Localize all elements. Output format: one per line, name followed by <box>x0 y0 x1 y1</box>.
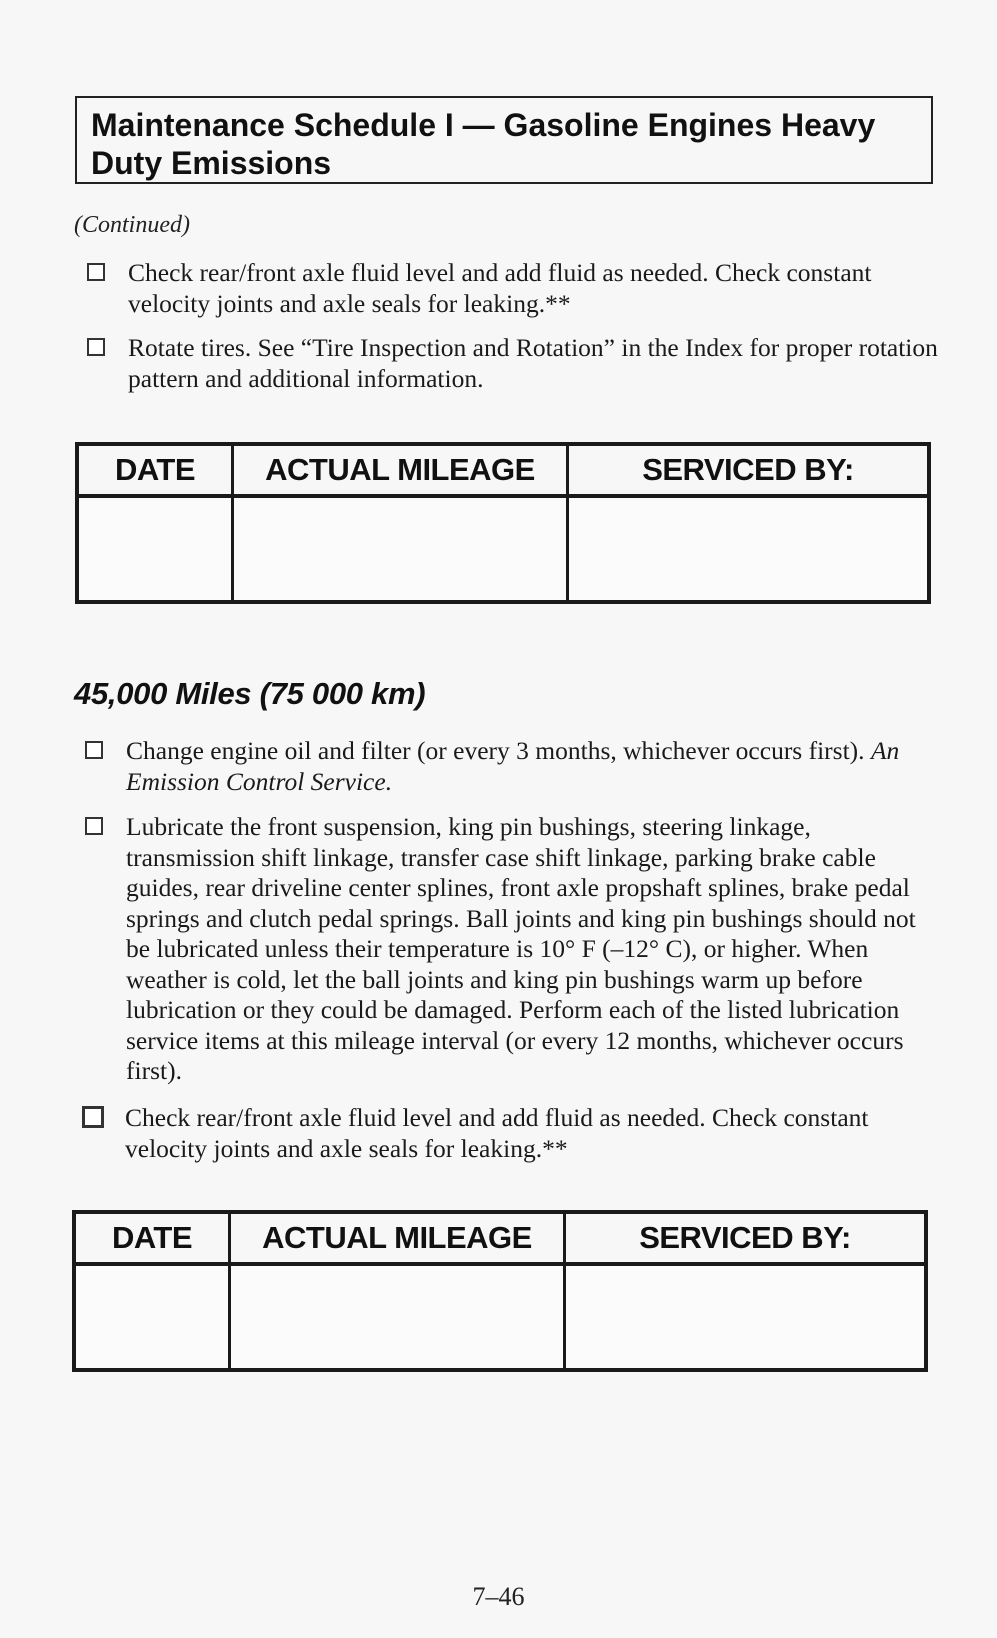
checklist-item <box>128 333 948 394</box>
checklist-item-text: Check rear/front axle fluid level and add fluid as needed. Check constant velocity joints and axle seals for leaking.** <box>128 258 872 318</box>
checklist-item <box>126 736 916 797</box>
service-log-table <box>75 442 931 604</box>
checkbox[interactable] <box>87 263 105 281</box>
continued-label: (Continued) <box>74 212 190 238</box>
checklist-item-text: Lubricate the front suspension, king pin bushings, steering linkage, transmission shift linkage, transfer case shift linkage, parking brake cable guides, rear driveline center splines, front axle propshaft splines, brake pedal springs and clutch pedal springs. Ball joints and king pin bushings should not be lubricated unless their temperature is 10° F (–12° C), or higher. When weather is cold, let the ball joints and king pin bushings warm up before lubrication or they could be damaged. Perform each of the listed lubrication service items at this mileage interval (or every 12 months, whichever occurs first). <box>126 812 916 1085</box>
mileage-cell[interactable] <box>230 1264 565 1370</box>
date-column-header: DATE <box>77 444 233 496</box>
checklist-item-text: Rotate tires. See “Tire Inspection and Rotation” in the Index for proper rotation pattern and additional information. <box>128 333 938 393</box>
section-heading: 45,000 Miles (75 000 km) <box>74 676 426 711</box>
checklist-item <box>128 258 938 319</box>
table-row <box>74 1264 926 1370</box>
table-row <box>77 496 929 602</box>
table-header-row <box>74 1212 926 1264</box>
serviced-by-cell[interactable] <box>568 496 930 602</box>
date-column-header: DATE <box>74 1212 230 1264</box>
serviced-by-column-header: SERVICED BY: <box>565 1212 927 1264</box>
schedule-header-box <box>75 96 933 184</box>
checklist-item-text: Check rear/front axle fluid level and add fluid as needed. Check constant velocity joints and axle seals for leaking.** <box>125 1103 869 1163</box>
table-header-row <box>77 444 929 496</box>
emission-control-note: An Emission Control Service. <box>126 736 900 796</box>
mileage-cell[interactable] <box>233 496 568 602</box>
checkbox[interactable] <box>87 338 105 356</box>
checkbox[interactable] <box>82 1106 104 1128</box>
schedule-title: Maintenance Schedule I — Gasoline Engines Heavy Duty Emissions <box>91 107 876 181</box>
checklist-item <box>126 812 926 1087</box>
serviced-by-cell[interactable] <box>565 1264 927 1370</box>
page-number: 7–46 <box>472 1582 525 1611</box>
checklist-item <box>125 1103 935 1164</box>
serviced-by-column-header: SERVICED BY: <box>568 444 930 496</box>
date-cell[interactable] <box>74 1264 230 1370</box>
service-log-table <box>72 1210 928 1372</box>
mileage-column-header: ACTUAL MILEAGE <box>230 1212 565 1264</box>
checkbox[interactable] <box>85 741 103 759</box>
checklist-item-text: Change engine oil and filter (or every 3 months, whichever occurs first). <box>126 736 865 765</box>
mileage-column-header: ACTUAL MILEAGE <box>233 444 568 496</box>
checkbox[interactable] <box>85 817 103 835</box>
date-cell[interactable] <box>77 496 233 602</box>
